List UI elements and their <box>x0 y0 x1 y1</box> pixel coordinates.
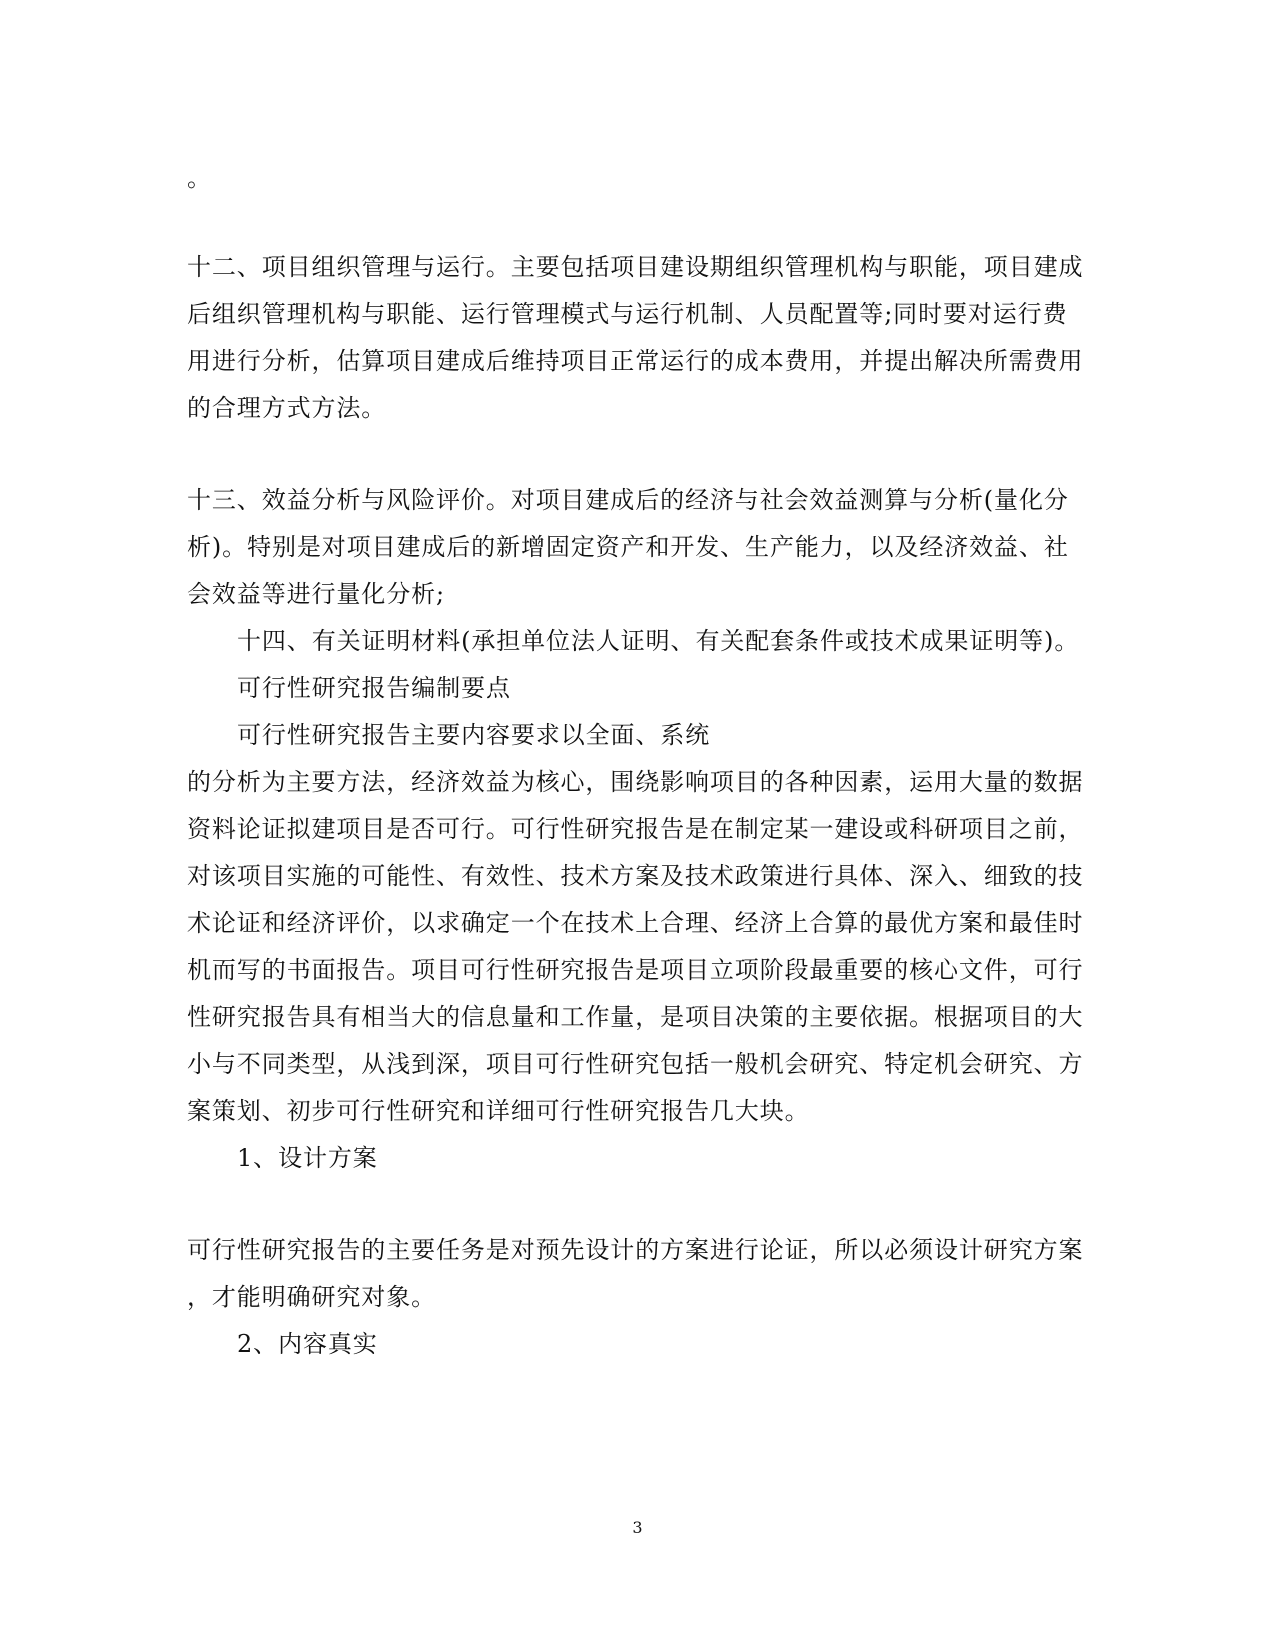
text-line: 可行性研究报告主要内容要求以全面、系统 <box>237 721 711 749</box>
text-line: 析)。特别是对项目建成后的新增固定资产和开发、生产能力，以及经济效益、社 <box>187 533 1069 561</box>
text-line: 机而写的书面报告。项目可行性研究报告是项目立项阶段最重要的核心文件，可行 <box>187 956 1084 984</box>
text-line: 可行性研究报告的主要任务是对预先设计的方案进行论证，所以必须设计研究方案 <box>187 1236 1084 1264</box>
text-line: 十四、有关证明材料(承担单位法人证明、有关配套条件或技术成果证明等)。 <box>237 627 1080 655</box>
text-line: 的分析为主要方法，经济效益为核心，围绕影响项目的各种因素，运用大量的数据 <box>187 768 1084 796</box>
page-number: 3 <box>632 1518 643 1537</box>
text-line: 的合理方式方法。 <box>187 394 387 422</box>
text-line: 资料论证拟建项目是否可行。可行性研究报告是在制定某一建设或科研项目之前， <box>187 815 1084 843</box>
section-heading: 可行性研究报告编制要点 <box>237 674 511 702</box>
text-line: 十三、效益分析与风险评价。对项目建成后的经济与社会效益测算与分析(量化分 <box>187 486 1069 514</box>
text-line: 十二、项目组织管理与运行。主要包括项目建设期组织管理机构与职能，项目建成 <box>187 253 1084 281</box>
text-line: 对该项目实施的可能性、有效性、技术方案及技术政策进行具体、深入、细致的技 <box>187 862 1084 890</box>
text-line: 性研究报告具有相当大的信息量和工作量，是项目决策的主要依据。根据项目的大 <box>187 1003 1084 1031</box>
text-line: 会效益等进行量化分析; <box>187 580 445 608</box>
text-line: 小与不同类型，从浅到深，项目可行性研究包括一般机会研究、特定机会研究、方 <box>187 1050 1084 1078</box>
text-line: 后组织管理机构与职能、运行管理模式与运行机制、人员配置等;同时要对运行费 <box>187 300 1068 328</box>
list-item-heading: 1、设计方案 <box>237 1144 378 1172</box>
text-line: 案策划、初步可行性研究和详细可行性研究报告几大块。 <box>187 1097 810 1125</box>
text-line: 用进行分析，估算项目建成后维持项目正常运行的成本费用，并提出解决所需费用 <box>187 347 1084 375</box>
text-line: 术论证和经济评价，以求确定一个在技术上合理、经济上合算的最优方案和最佳时 <box>187 909 1084 937</box>
list-item-heading: 2、内容真实 <box>237 1330 378 1358</box>
text-line: ，才能明确研究对象。 <box>187 1283 436 1311</box>
text-line: 。 <box>187 164 212 192</box>
